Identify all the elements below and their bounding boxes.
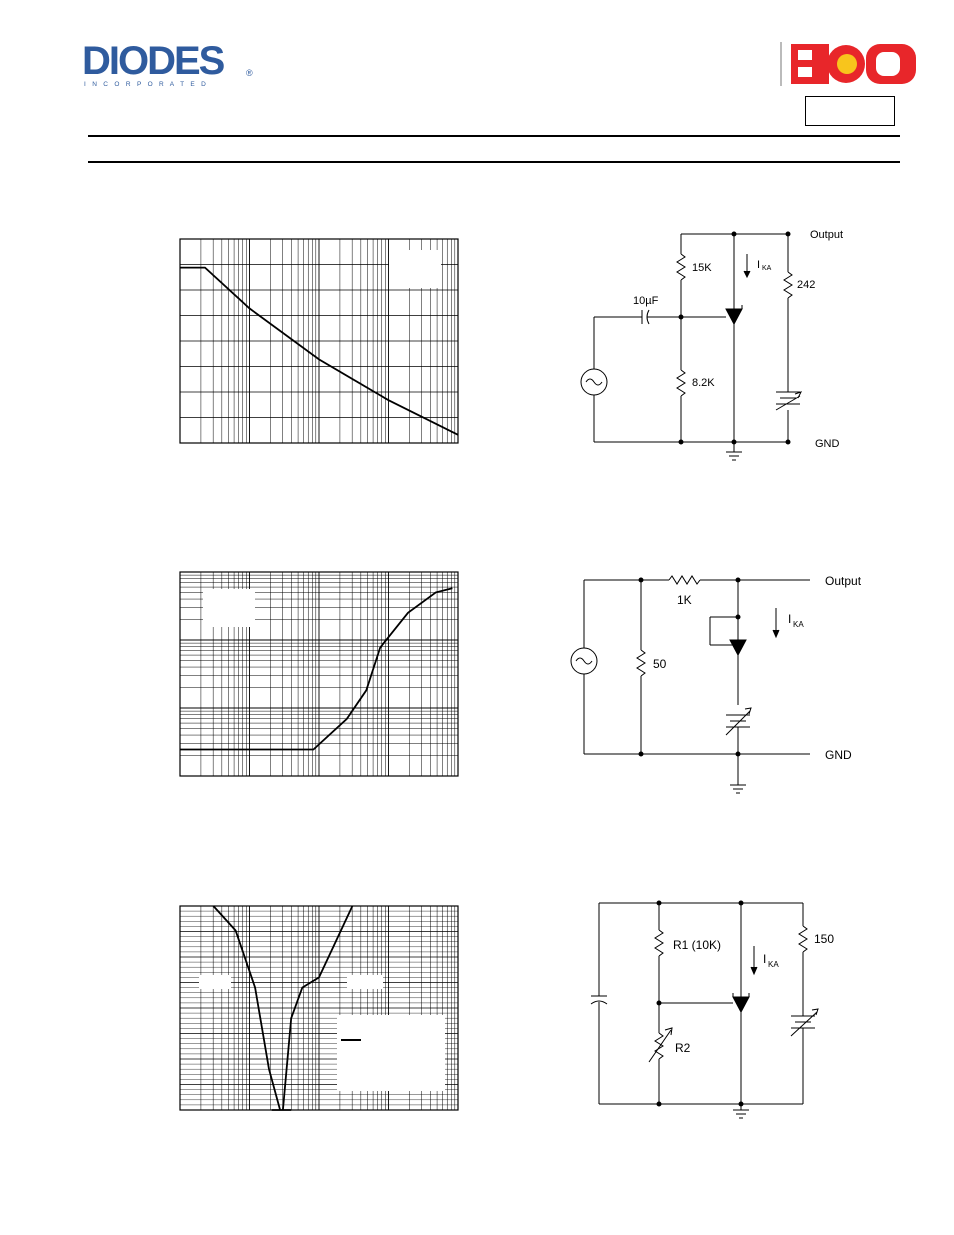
ika-label: I bbox=[763, 952, 767, 966]
ika-label: I bbox=[757, 259, 761, 271]
resistor-load-label: 242 bbox=[797, 279, 816, 291]
gnd-label: GND bbox=[825, 748, 852, 762]
part-number-box bbox=[805, 96, 895, 126]
chart-3 bbox=[179, 905, 459, 1116]
chart-1 bbox=[179, 238, 459, 449]
ika-subscript: KA bbox=[793, 620, 804, 629]
chart-2 bbox=[179, 571, 459, 782]
legend-box bbox=[337, 1015, 445, 1091]
label-box-right bbox=[347, 975, 383, 989]
resistor-15k-icon bbox=[677, 254, 685, 280]
test-circuit-2 bbox=[565, 565, 885, 810]
shunt-regulator-icon bbox=[733, 997, 749, 1012]
resistor-1k-icon bbox=[669, 576, 700, 584]
header-rule-bottom bbox=[88, 161, 900, 163]
header-rule-top bbox=[88, 135, 900, 137]
ika-subscript: KA bbox=[768, 960, 779, 969]
legend-box bbox=[389, 250, 441, 288]
resistor-50-icon bbox=[637, 650, 645, 676]
label-box-left bbox=[199, 975, 231, 989]
resistor-series-label: 1K bbox=[677, 593, 692, 607]
chart-2-plot bbox=[179, 571, 459, 777]
resistor-8k2-icon bbox=[677, 370, 685, 396]
resistor-r1-icon bbox=[655, 930, 663, 956]
diodes-logo bbox=[82, 40, 262, 90]
resistor-242-icon bbox=[784, 272, 792, 298]
resistor-top-label: 15K bbox=[692, 262, 712, 274]
shunt-regulator-icon bbox=[730, 640, 746, 655]
r-load-label: 150 bbox=[814, 932, 835, 946]
bcd-logo bbox=[778, 38, 923, 90]
shunt-regulator-icon bbox=[726, 309, 742, 324]
resistor-bottom-label: 8.2K bbox=[692, 377, 715, 389]
legend-box bbox=[203, 589, 255, 627]
output-label: Output bbox=[825, 574, 862, 588]
chart-3-plot bbox=[179, 905, 459, 1111]
r2-label: R2 bbox=[675, 1041, 691, 1055]
resistor-150-icon bbox=[799, 926, 807, 952]
diodes-subtitle: I N C O R P O R A T E D bbox=[84, 81, 209, 88]
r1-label: R1 (10K) bbox=[673, 938, 722, 952]
ika-subscript: KA bbox=[762, 265, 772, 272]
test-circuit-1 bbox=[570, 220, 870, 475]
test-circuit-3 bbox=[585, 890, 875, 1135]
output-label: Output bbox=[810, 229, 844, 241]
capacitor-label: 10µF bbox=[633, 295, 659, 307]
resistor-shunt-label: 50 bbox=[653, 657, 667, 671]
chart-1-plot bbox=[179, 238, 459, 444]
gnd-label: GND bbox=[815, 438, 840, 450]
resistor-r2-icon bbox=[655, 1033, 663, 1059]
ika-label: I bbox=[788, 612, 792, 626]
diodes-registered-mark: ® bbox=[246, 68, 253, 78]
diodes-wordmark: DIODES bbox=[82, 40, 224, 83]
